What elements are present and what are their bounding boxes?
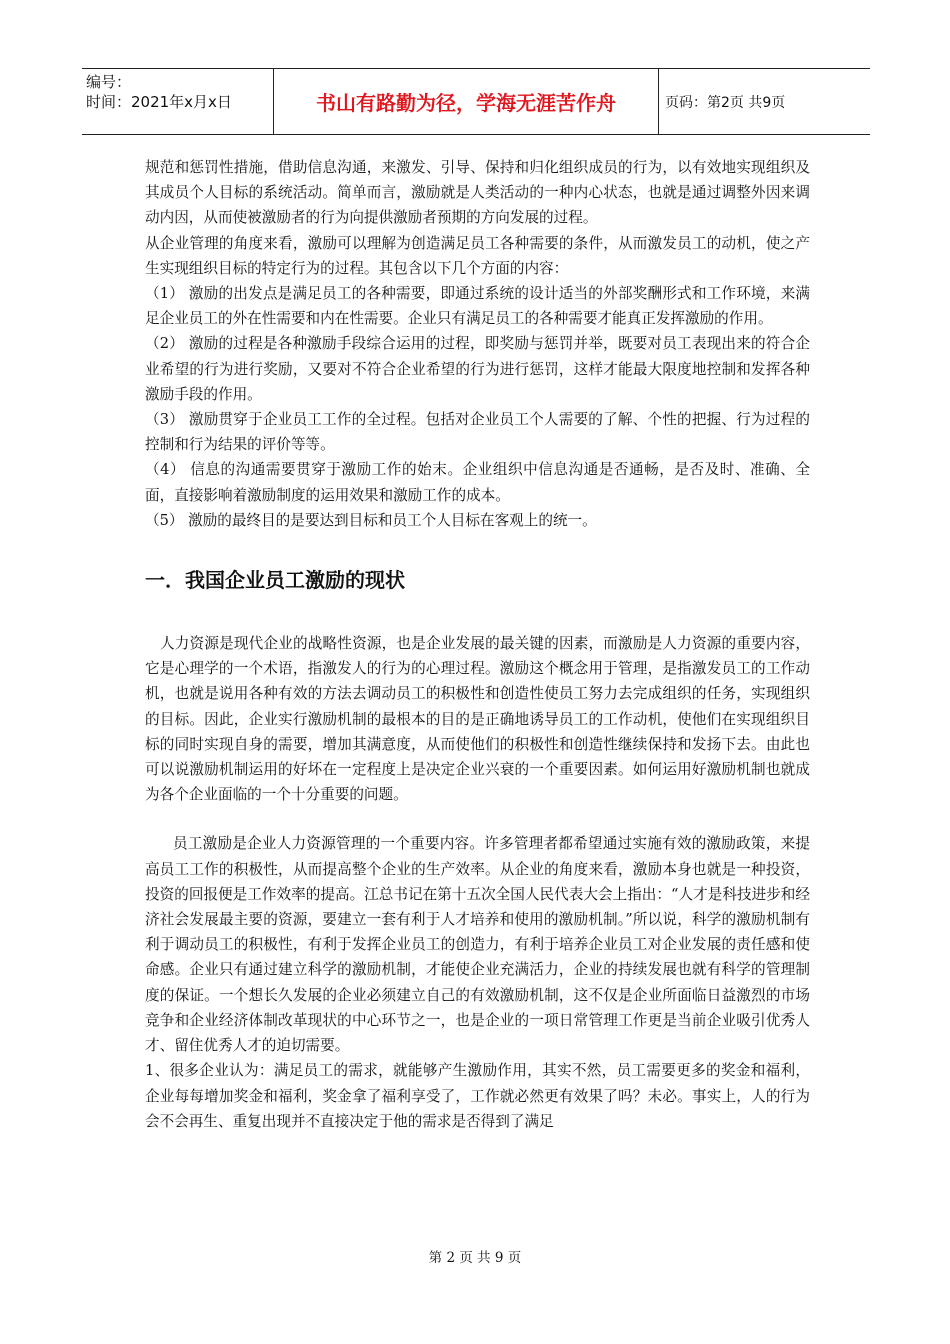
list-item: （5） 激励的最终目的是要达到目标和员工个人目标在客观上的统一。 [145,511,597,529]
list-item: （3） 激励贯穿于企业员工工作的全过程。包括对企业员工个人需要的了解、个性的把握、行为过程的控制和行为结果的评价等等。 [145,411,810,454]
page-header [82,68,870,135]
header-page-number: 页码：第2页 共9页 [659,68,870,134]
number-label: 编号： [86,73,132,91]
document-body [145,155,810,1134]
header-meta [82,68,274,134]
date-label: 时间：2021年x月x日 [86,93,232,111]
header-motto: 书山有路勤为径，学海无涯苦作舟 [274,68,659,134]
paragraph-gap [145,807,810,831]
list-item: （2） 激励的过程是各种激励手段综合运用的过程，即奖励与惩罚并举，既要对员工表现出来的符合企业希望的行为进行奖励，又要对不符合企业希望的行为进行惩罚，这样才能最大限度地控制和发挥各种激励手段的作用。 [145,335,810,403]
paragraph: 1、很多企业认为：满足员工的需求，就能够产生激励作用，其实不然，员工需要更多的奖金和福利，企业每每增加奖金和福利，奖金拿了福利享受了，工作就必然更有效果了吗？未必。事实上，人的行为会不会再生、重复出现并不直接决定于他的需求是否得到了满足 [145,1062,810,1130]
section-heading: 一．我国企业员工激励的现状 [145,568,405,593]
paragraph: 员工激励是企业人力资源管理的一个重要内容。许多管理者都希望通过实施有效的激励政策，来提高员工工作的积极性，从而提高整个企业的生产效率。从企业的角度来看，激励本身也就是一种投资，投资的回报便是工作效率的提高。江总书记在第十五次全国人民代表大会上指出：“人才是科技进步和经济社会发展最主要的资源，要建立一套有利于人才培养和使用的激励机制。”所以说，科学的激励机制有利于调动员工的积极性，有利于发挥企业员工的创造力，有利于培养企业员工对企业发展的责任感和使命感。企业只有通过建立科学的激励机制，才能使企业充满活力，企业的持续发展也就有科学的管理制度的保证。一个想长久发展的企业必须建立自己的有效激励机制，这不仅是企业所面临日益激烈的市场竞争和企业经济体制改革现状的中心环节之一，也是企业的一项日常管理工作更是当前企业吸引优秀人才、留住优秀人才的迫切需要。 [145,835,810,1055]
paragraph: 人力资源是现代企业的战略性资源，也是企业发展的最关键的因素，而激励是人力资源的重要内容，它是心理学的一个术语，指激发人的行为的心理过程。激励这个概念用于管理，是指激发员工的工作动机，也就是说用各种有效的方法去调动员工的积极性和创造性使员工努力去完成组织的任务，实现组织的目标。因此，企业实行激励机制的最根本的目的是正确地诱导员工的工作动机，使他们在实现组织目标的同时实现自身的需要，增加其满意度，从而使他们的积极性和创造性继续保持和发扬下去。由此也可以说激励机制运用的好坏在一定程度上是决定企业兴衰的一个重要因素。如何运用好激励机制也就成为各个企业面临的一个十分重要的问题。 [145,635,810,804]
list-item: （4） 信息的沟通需要贯穿于激励工作的始末。企业组织中信息沟通是否通畅，是否及时、准确、全面，直接影响着激励制度的运用效果和激励工作的成本。 [145,461,810,504]
page-footer: 第 2 页 共 9 页 [428,1250,522,1266]
list-item: （1） 激励的出发点是满足员工的各种需要，即通过系统的设计适当的外部奖酬形式和工作环境，来满足企业员工的外在性需要和内在性需要。企业只有满足员工的各种需要才能真正发挥激励的作用。 [145,285,810,328]
paragraph: 从企业管理的角度来看，激励可以理解为创造满足员工各种需要的条件，从而激发员工的动机，使之产生实现组织目标的特定行为的过程。其包含以下几个方面的内容： [145,234,810,277]
paragraph: 规范和惩罚性措施，借助信息沟通，来激发、引导、保持和归化组织成员的行为，以有效地实现组织及其成员个人目标的系统活动。简单而言，激励就是人类活动的一种内心状态，也就是通过调整外因来调动内因，从而使被激励者的行为向提供激励者预期的方向发展的过程。 [145,159,810,227]
